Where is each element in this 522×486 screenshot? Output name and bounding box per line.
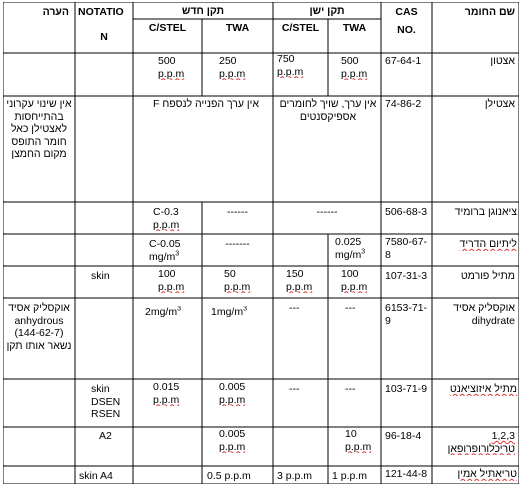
row4-name: ליתיום הדריד <box>459 238 517 250</box>
row6-cas: 6153-71-9 <box>385 302 428 327</box>
header-twa-old: TWA <box>342 22 367 34</box>
row8-old-twa-unit: p.p.m <box>345 440 372 453</box>
row5-old-twa <box>341 268 379 293</box>
row7-new-twa-value: 0.005 <box>219 381 246 393</box>
row4-new-c-stel <box>149 238 201 263</box>
row9-name: טריאתיל אמין <box>457 468 517 480</box>
row6-name: אוקסליק אסיד dihydrate <box>453 302 515 327</box>
row6-new-twa-exp: 3 <box>243 306 247 313</box>
header-twa-new: TWA <box>225 22 250 34</box>
row1-new-twa <box>219 55 269 80</box>
row8-notation: A2 <box>99 430 112 442</box>
row7-new-c-stel-unit: p.p.m <box>153 393 180 406</box>
row3-name: ציאנוגן ברומיד <box>454 206 517 218</box>
row5-old-c-stel-value: 150 <box>286 268 304 280</box>
row1-new-c-stel-value: 500 <box>158 55 176 67</box>
row4-old-twa-exp: 3 <box>361 248 366 255</box>
row7-new-c-stel <box>153 381 201 406</box>
row7-old-twa: --- <box>345 383 356 395</box>
row6-old-c-stel: --- <box>289 302 300 314</box>
row2-cas: 74-86-2 <box>385 98 422 110</box>
row2-new-merged: אין ערך הפנייה לנספח F <box>153 98 259 110</box>
row4-new-twa: ------- <box>225 238 250 250</box>
row6-new-c-stel-exp: 3 <box>177 306 181 313</box>
row5-name: מתיל פורמט <box>460 270 515 282</box>
row7-new-twa-unit: p.p.m <box>219 393 246 406</box>
header-material-name: שם החומר <box>464 6 515 18</box>
row5-new-c-stel-value: 100 <box>158 268 176 280</box>
row1-new-twa-unit: p.p.m <box>219 67 246 80</box>
row3-old-merged: ------ <box>316 206 338 218</box>
row1-new-twa-value: 250 <box>219 55 237 67</box>
row5-old-c-stel-unit: p.p.m <box>286 280 313 293</box>
row1-new-c-stel <box>158 55 200 80</box>
row4-new-c-stel-unit: mg/m <box>149 250 176 263</box>
row5-notation: skin <box>91 270 110 282</box>
row1-old-c-stel <box>277 53 327 78</box>
row6-new-twa-unit: 1mg/m <box>211 306 244 318</box>
row3-new-c-stel <box>153 206 201 231</box>
row7-old-c-stel: --- <box>289 383 300 395</box>
row7-name: מתיל איזוציאנט <box>449 383 517 395</box>
row9-notation: skin A4 <box>79 470 113 482</box>
header-new-standard: תקן חדש <box>181 5 225 17</box>
row5-new-twa-unit: p.p.m <box>224 280 251 293</box>
row1-old-twa <box>341 55 379 80</box>
row5-new-twa-value: 50 <box>224 268 236 280</box>
row3-new-c-stel-value: C-0.3 <box>153 206 179 218</box>
row6-old-twa: --- <box>345 302 356 314</box>
row8-old-twa <box>345 428 379 453</box>
row8-new-twa-unit: p.p.m <box>219 440 246 453</box>
row4-old-twa <box>335 236 380 261</box>
row7-cas: 103-71-9 <box>385 383 428 395</box>
row9-old-c-stel: 3 p.p.m <box>277 470 313 482</box>
row5-cas: 107-31-3 <box>385 270 428 282</box>
header-old-standard: תקן ישן <box>309 5 345 17</box>
row5-old-twa-unit: p.p.m <box>341 280 368 293</box>
row5-new-c-stel-unit: p.p.m <box>158 280 185 293</box>
row1-old-twa-unit: p.p.m <box>341 67 368 80</box>
header-cas-line1: CAS <box>395 6 418 18</box>
row4-old-twa-unit: mg/m <box>335 248 362 261</box>
row6-new-c-stel-unit: 2mg/m <box>145 306 178 318</box>
row8-cas: 96-18-4 <box>385 430 422 442</box>
header-cas-line2: NO. <box>397 24 416 36</box>
row4-new-c-stel-exp: 3 <box>175 250 180 257</box>
row7-notation-3: RSEN <box>91 408 121 420</box>
row1-cas: 67-64-1 <box>385 55 422 67</box>
row5-new-c-stel <box>158 268 200 293</box>
row4-new-c-stel-value: C-0.05 <box>149 238 181 250</box>
row1-old-c-stel-value: 750 <box>277 53 295 65</box>
row1-name: אצטון <box>490 55 515 67</box>
row7-notation-1: skin <box>91 383 110 395</box>
row3-cas: 506-68-3 <box>385 206 428 218</box>
row9-old-twa: 1 p.p.m <box>332 470 368 482</box>
header-note: הערה <box>42 6 69 18</box>
row5-old-c-stel <box>286 268 326 293</box>
row1-old-c-stel-unit: p.p.m <box>277 65 304 78</box>
row7-new-twa <box>219 381 269 406</box>
row2-name: אצטילן <box>484 98 515 110</box>
row7-notation-2: DSEN <box>91 395 121 408</box>
row9-new-twa: 0.5 p.p.m <box>207 470 251 482</box>
row9-cas: 121-44-8 <box>385 468 428 480</box>
row8-old-twa-value: 10 <box>345 428 357 440</box>
row6-note: אוקסליק אסיד anhydrous (144-62-7) נשאר אותו תקן <box>6 302 72 352</box>
row5-old-twa-value: 100 <box>341 268 359 280</box>
header-notation-line2: N <box>100 31 108 43</box>
row7-new-c-stel-value: 0.015 <box>153 381 180 393</box>
row3-new-twa: ------ <box>227 206 248 218</box>
row7-notation <box>91 383 131 421</box>
row8-name: 1,2,3 טריכלורופרופאן <box>447 430 515 455</box>
header-notation-line1: NOTATIO <box>78 6 124 18</box>
row4-old-twa-value: 0.025 <box>335 236 362 248</box>
row1-old-twa-value: 500 <box>341 55 359 67</box>
standards-table <box>3 2 519 484</box>
header-c-stel-old: C/STEL <box>281 22 320 34</box>
row8-new-twa-value: 0.005 <box>219 428 246 440</box>
row1-new-c-stel-unit: p.p.m <box>158 67 185 80</box>
header-c-stel-new: C/STEL <box>148 22 187 34</box>
row8-new-twa <box>219 428 269 453</box>
row2-old-merged: אין ערך, שויך לחומרים אספיקסנטים <box>279 98 377 123</box>
row6-new-c-stel <box>145 306 201 319</box>
row2-note: אין שינוי עקרוני בהתייחסות לאצטילן כאל חומר התופס מקום החמצן <box>6 98 72 160</box>
row3-new-c-stel-unit: p.p.m <box>153 218 180 231</box>
row4-cas: 7580-67-8 <box>385 236 428 261</box>
row5-new-twa <box>224 268 270 293</box>
row6-new-twa <box>211 306 271 319</box>
